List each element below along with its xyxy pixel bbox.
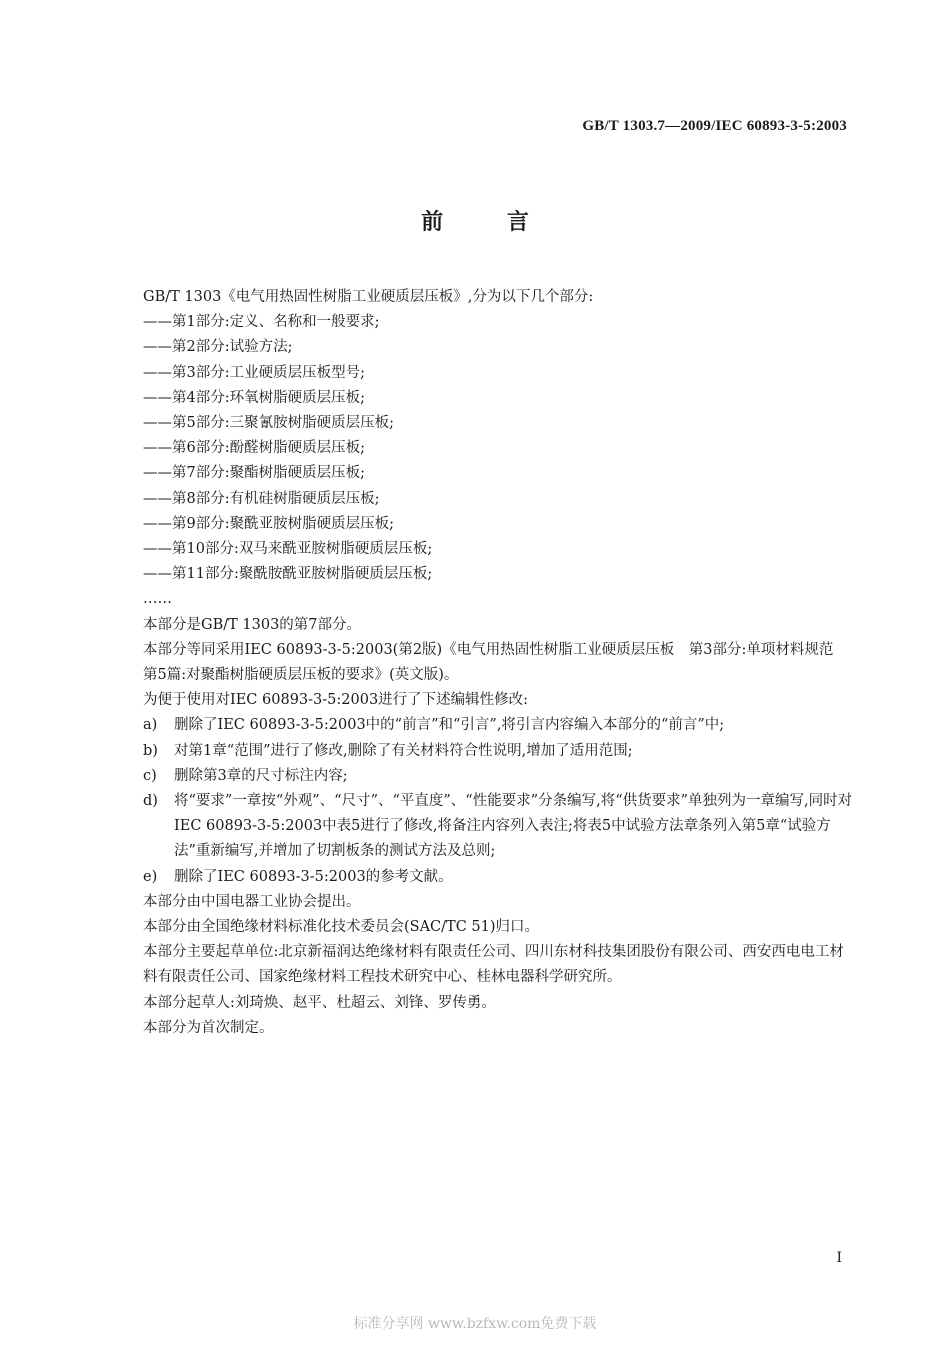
part-list-item: ——第7部分:聚酯树脂硬质层压板;: [143, 465, 365, 482]
part-list-item: ——第4部分:环氧树脂硬质层压板;: [143, 389, 365, 406]
adoption-paragraph: 本部分等同采用IEC 60893-3-5:2003(第2版)《电气用热固性树脂工业硬质层压板 第3部分:单项材料规范 第5篇:对聚酯树脂硬质层压板的要求》(英文版)。: [143, 641, 848, 684]
part-list-item: ——第9部分:聚酰亚胺树脂硬质层压板;: [143, 515, 394, 532]
part-list-item: ——第11部分:聚酰胺酰亚胺树脂硬质层压板;: [143, 566, 433, 583]
page-title: 前 言: [421, 210, 557, 235]
part-list-item: ——第8部分:有机硅树脂硬质层压板;: [143, 490, 380, 507]
intro-paragraph: GB/T 1303《电气用热固性树脂工业硬质层压板》,分为以下几个部分:: [143, 289, 594, 305]
first-edition-paragraph: 本部分为首次制定。: [143, 1019, 274, 1036]
page-number: I: [836, 1250, 842, 1266]
part-list-item: ——第3部分:工业硬质层压板型号;: [143, 364, 365, 381]
centralized-by-paragraph: 本部分由全国绝缘材料标准化技术委员会(SAC/TC 51)归口。: [143, 919, 540, 936]
proposed-by-paragraph: 本部分由中国电器工业协会提出。: [143, 893, 361, 910]
edit-list-item: [114, 789, 854, 865]
edit-text: 删除了IEC 60893-3-5:2003中的“前言”和“引言”,将引言内容编入本部分的“前言”中;: [174, 717, 725, 734]
part-list-item: ——第1部分:定义、名称和一般要求;: [143, 314, 380, 331]
document-body: [114, 285, 854, 1041]
edit-list-item: [114, 764, 854, 789]
part-list-item: ——第6部分:酚醛树脂硬质层压板;: [143, 440, 365, 457]
edit-text: 删除了IEC 60893-3-5:2003的参考文献。: [174, 868, 453, 885]
edit-text: 删除第3章的尺寸标注内容;: [174, 767, 348, 784]
drafting-units-paragraph: 本部分主要起草单位:北京新福润达绝缘材料有限责任公司、四川东材科技集团股份有限公司、西安西电电工材料有限责任公司、国家绝缘材料工程技术研究中心、桂林电器科学研究所。: [143, 944, 844, 986]
part-list-item: ——第2部分:试验方法;: [143, 339, 293, 356]
watermark: 标准分享网 www.bzfxw.com免费下载: [353, 1316, 597, 1332]
edit-label: b): [143, 742, 158, 759]
edit-text: 将“要求”一章按“外观”、“尺寸”、“平直度”、“性能要求”分条编写,将“供货要求”单独列为一章编写,同时对IEC 60893-3-5:2003中表5进行了修改,将备注内容列入表注;将表5中试验方法章条列入第5章“试验方法”重新编写,并增加了切割板条的测试方法及总则;: [174, 793, 853, 860]
edit-list-item: [114, 713, 854, 738]
part-list-ellipsis: ……: [143, 591, 172, 608]
part-list-item: ——第5部分:三聚氰胺树脂硬质层压板;: [143, 415, 394, 432]
edit-text: 对第1章“范围”进行了修改,删除了有关材料符合性说明,增加了适用范围;: [174, 742, 633, 759]
edit-label: c): [143, 767, 157, 784]
edit-list-item: [114, 865, 854, 890]
part-list-item: ——第10部分:双马来酰亚胺树脂硬质层压板;: [143, 541, 433, 558]
edit-label: e): [143, 868, 158, 885]
drafters-paragraph: 本部分起草人:刘琦焕、赵平、杜超云、刘锋、罗传勇。: [143, 994, 496, 1011]
this-part-paragraph: 本部分是GB/T 1303的第7部分。: [143, 616, 362, 633]
edit-label: d): [143, 793, 158, 810]
edit-list-item: [114, 739, 854, 764]
edit-label: a): [143, 717, 158, 734]
standard-number-header: GB/T 1303.7—2009/IEC 60893-3-5:2003: [582, 118, 847, 134]
edits-intro-paragraph: 为便于使用对IEC 60893-3-5:2003进行了下述编辑性修改:: [143, 692, 529, 709]
